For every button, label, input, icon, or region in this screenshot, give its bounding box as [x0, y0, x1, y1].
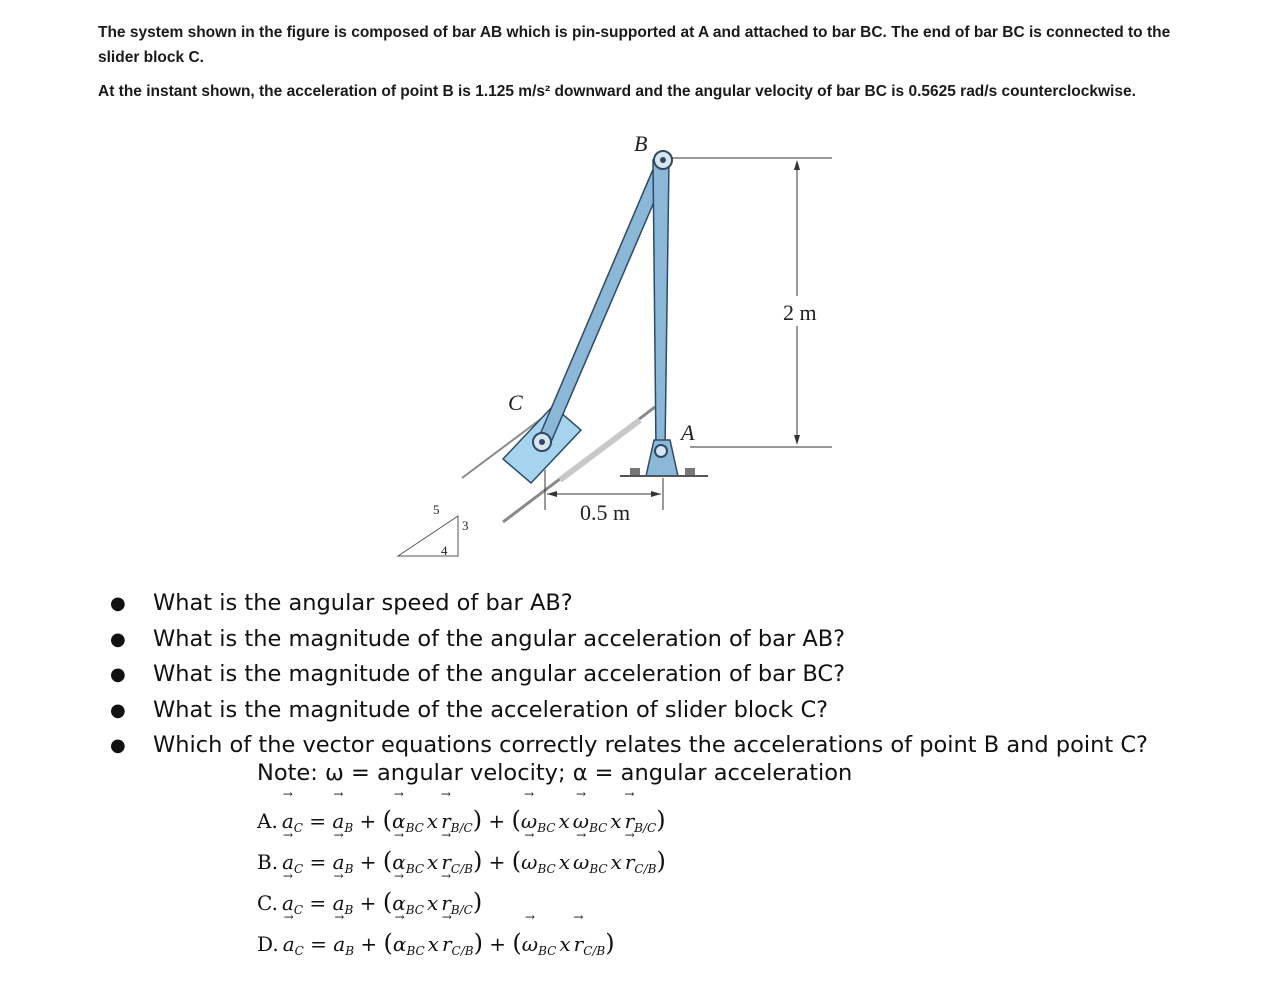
bullet-icon: ●	[110, 699, 126, 721]
question-text: Which of the vector equations correctly relates the accelerations of point B and point C?	[153, 732, 1148, 758]
bullet-icon: ●	[110, 593, 126, 614]
pin-a	[655, 445, 667, 457]
slope-triangle	[398, 516, 458, 556]
problem-paragraph-2: At the instant shown, the acceleration of point B is 1.125 m/s² downward and the angular velocity of bar BC is 0.5625 rad/s counterclockwise.	[98, 83, 1136, 100]
dim-2m-label: 2 m	[783, 300, 817, 325]
option-c: $C.\to a_C$ = → $a_B$ + (→ $\alpha_{BC}$ $x\to r_{B/C}$)	[257, 882, 666, 923]
bolt-right	[685, 468, 695, 475]
equation-options	[257, 800, 666, 964]
dim-05-arrow-left	[547, 491, 557, 497]
question-text: What is the magnitude of the acceleration of slider block C?	[153, 696, 829, 723]
label-a: A	[681, 420, 695, 445]
bar-ab	[653, 160, 669, 450]
bullet-icon: ●	[110, 664, 126, 685]
mechanism-figure	[380, 128, 860, 568]
question-text: What is the magnitude of the angular acceleration of bar AB?	[153, 625, 846, 652]
problem-paragraph-1: The system shown in the figure is composed of bar AB which is pin-supported at A and attached to bar BC. The end of bar BC is connected to the slider block C.	[98, 24, 1171, 66]
option-a-label: A.	[257, 809, 278, 833]
label-b: B	[634, 131, 648, 156]
slope-hyp-label: 5	[433, 502, 440, 517]
label-c: C	[508, 390, 523, 415]
note-line: Note: ω = angular velocity; α = angular acceleration	[257, 760, 853, 786]
question-item	[100, 693, 1148, 729]
bullet-icon: ●	[110, 735, 126, 756]
option-a: $A.\to a_C$ = → $a_B$ + (→ $\alpha_{BC}$ $x\to r_{B/C}$) + (→ $\omega_{BC}$ $x\to \omega_{BC}$ $x\to r_{B/C}$)	[257, 800, 666, 841]
pin-b-center	[660, 157, 666, 163]
question-item	[100, 657, 1148, 693]
question-item	[100, 622, 1148, 658]
dim-05-label: 0.5 m	[580, 500, 631, 525]
dim-05-arrow-right	[651, 491, 661, 497]
bar-bc	[536, 153, 672, 449]
option-b-label: B.	[257, 850, 279, 874]
question-text: What is the angular speed of bar AB?	[153, 590, 573, 616]
bullet-icon: ●	[110, 628, 126, 650]
bolt-left	[630, 468, 640, 475]
question-list	[100, 586, 1148, 764]
question-item	[100, 728, 1148, 764]
dim-2m-arrow-top	[794, 160, 800, 170]
slope-rise-label: 3	[462, 518, 469, 533]
question-item	[100, 586, 1148, 622]
slope-run-label: 4	[441, 543, 448, 558]
option-b: $B.\to a_C$ = → $a_B$ + (→ $\alpha_{BC}$ $x\to r_{C/B}$) + (→ $\omega_{BC}$ $x\to \omega_{BC}$ $x\to r_{C/B}$)	[257, 841, 666, 882]
option-d-label: D.	[257, 932, 279, 956]
pin-c-center	[539, 439, 545, 445]
option-d: $D.\to a_C$ = → $a_B$ + (→ $\alpha_{BC}$ $x\to r_{C/B}$) + (→ $\omega_{BC}$ $x\to r_{C/B}$)	[257, 923, 666, 964]
dim-2m-arrow-bottom	[794, 435, 800, 445]
question-text: What is the magnitude of the angular acceleration of bar BC?	[153, 661, 846, 687]
option-c-label: C.	[257, 891, 278, 915]
